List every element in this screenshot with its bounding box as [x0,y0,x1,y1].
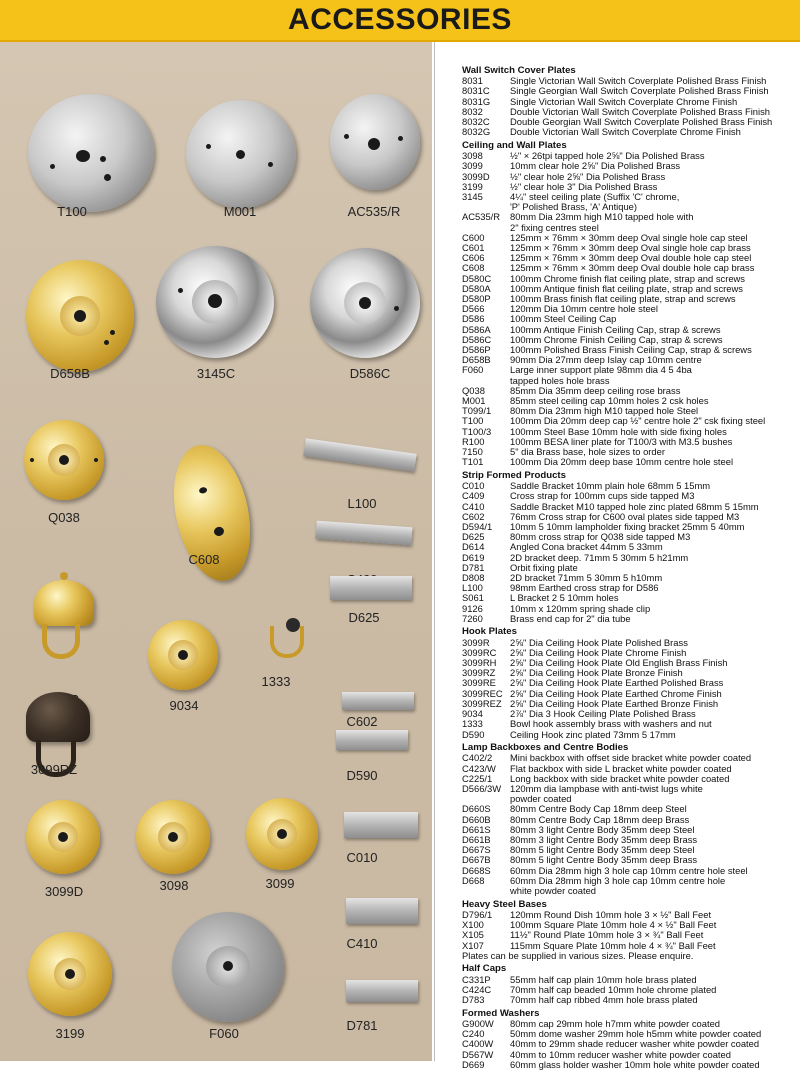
product-description: 'P' Polished Brass, 'A' Antique) [510,201,638,213]
product-code: D808 [462,571,485,583]
label-q038: Q038 [48,510,80,525]
product-code: D566/3W [462,783,502,795]
product-description: 2" fixing centres steel [510,221,599,233]
product-c602 [342,692,414,710]
product-code: X107 [462,939,484,951]
product-description: 100mm Square Plate 10mm hole 4 × ½" Ball Feet [510,919,717,931]
product-code: D586P [462,343,491,355]
product-code: 3099REZ [462,697,502,709]
product-1333-nut [286,618,300,632]
product-description: Single Victorian Wall Switch Coverplate Chrome Finish [510,95,738,107]
product-description: 100mm Polished Brass Finish Ceiling Cap, strap & screws [510,343,752,355]
product-description: Double Victorian Wall Switch Coverplate Chrome Finish [510,126,741,138]
product-code: D660B [462,813,491,825]
product-code: F060 [462,364,484,376]
product-code: 3099R [462,636,490,648]
product-code: 3098 [462,150,483,162]
label-3099rz: 3099RZ [30,762,78,777]
product-description: Brass end cap for 2" dia tube [510,612,631,624]
product-code: C424C [462,983,492,995]
product-description: 80mm Centre Body Cap 18mm deep Steel [510,803,687,815]
label-3099: 3099 [265,876,295,891]
catalogue-row [462,614,800,624]
label-d658b: D658B [50,366,90,381]
product-photo-panel [0,42,432,1061]
product-code: D781 [462,561,485,573]
product-code: 3099REC [462,687,503,699]
catalogue-row [462,995,800,1005]
label-c602: C602 [346,714,378,729]
product-c409 [315,521,412,546]
catalogue-row [462,730,800,740]
product-description: 2D bracket deep. 71mm 5 30mm 5 h21mm [510,551,689,563]
product-description: 70mm half cap ribbed 4mm hole brass plated [510,994,698,1006]
product-m001 [186,100,296,208]
product-code: C240 [462,1028,485,1040]
product-description: 2⅝" Dia Ceiling Hook Plate Bronze Finish [510,667,683,679]
label-d625: D625 [348,610,380,625]
product-3099 [246,798,318,870]
product-description: 125mm × 76mm × 30mm deep Oval single hole cap brass [510,241,751,253]
section-heading: Formed Washers [462,1007,540,1019]
product-description: ½" × 26tpi tapped hole 2⅝" Dia Polished Brass [510,150,705,162]
product-description: 40mm to 10mm reducer washer white powder coated [510,1048,731,1060]
product-code: C423/W [462,762,496,774]
product-description: 10mm 5 10mm lampholder fixing bracket 25mm 5 40mm [510,520,745,532]
product-code: X100 [462,919,484,931]
product-ac535r [330,94,420,190]
section-heading: Half Caps [462,963,507,975]
product-code: D658B [462,354,491,366]
product-description: 70mm half cap beaded 10mm hole chrome plated [510,983,717,995]
product-description: Cross strap for 100mm cups side tapped M3 [510,490,695,502]
product-3199 [28,932,112,1016]
section-heading: Hook Plates [462,626,517,638]
product-code: C608 [462,262,485,274]
label-f060: F060 [209,1026,239,1041]
product-description: 80mm Centre Body Cap 18mm deep Brass [510,813,690,825]
catalogue-section [462,66,800,137]
product-description: 80mm Dia 23mm high M10 tapped hole Steel [510,405,699,417]
product-description: 125mm × 76mm × 30mm deep Oval double hole cap brass [510,262,755,274]
product-description: 2⅝" Dia Ceiling Hook Plate Earthed Chrome Finish [510,687,722,699]
product-code: D667S [462,844,491,856]
catalogue-section [462,964,800,1005]
product-description: 2⅝" Dia Ceiling Hook Plate Old English Brass Finish [510,657,728,669]
product-description: 2⅞" Dia 3 Hook Ceiling Plate Polished Brass [510,708,696,720]
product-d625 [330,576,412,600]
product-description: 80mm 5 light Centre Body 35mm deep Brass [510,854,698,866]
product-code: D586 [462,313,485,325]
product-description: 4¼" steel ceiling plate (Suffix 'C' chrome, [510,190,680,202]
product-description: 55mm half cap plain 10mm hole brass plated [510,973,697,985]
product-code: C410 [462,500,485,512]
catalogue-section [462,627,800,739]
product-description: 120mm dia lampbase with anti-twist lugs white [510,783,703,795]
product-code: D669 [462,1058,485,1070]
product-c410 [346,898,418,924]
product-catalogue-list [462,66,800,1070]
section-heading: Ceiling and Wall Plates [462,139,567,151]
product-code: R100 [462,435,485,447]
product-code: T099/1 [462,405,492,417]
product-description: 80mm 3 light Centre Body 35mm deep Steel [510,823,695,835]
product-code: 7260 [462,612,483,624]
product-description: 120mm Dia 10mm centre hole steel [510,303,658,315]
page-title: ACCESSORIES [288,3,512,36]
label-t100: T100 [57,204,87,219]
product-3099d [26,800,100,874]
product-description: 80mm cap 29mm hole h7mm white powder coated [510,1017,720,1029]
product-code: 3145 [462,190,483,202]
hook-3099r [42,624,80,659]
product-code: 3099RC [462,646,497,658]
product-description: Double Georgian Wall Switch Coverplate Polished Brass Finish [510,116,773,128]
product-code: C600 [462,231,485,243]
product-description: 100mm Brass finish flat ceiling plate, strap and screws [510,292,736,304]
product-d781 [346,980,418,1002]
product-description: Orbit fixing plate [510,561,578,573]
product-code: D580A [462,282,491,294]
product-code: C010 [462,480,485,492]
product-code: C602 [462,510,485,522]
product-description: Angled Cona bracket 44mm 5 33mm [510,541,663,553]
product-code: D619 [462,551,485,563]
product-3098 [136,800,210,874]
product-description: 100mm Chrome finish flat ceiling plate, strap and screws [510,272,745,284]
product-description: 76mm Cross strap for C600 oval plates side tapped M3 [510,510,740,522]
product-code: T100 [462,415,484,427]
product-description: 115mm Square Plate 10mm hole 4 × ¾" Ball Feet [510,939,716,951]
product-description: powder coated [510,793,572,805]
product-code: D660S [462,803,491,815]
product-code: D590 [462,728,485,740]
product-code: C409 [462,490,485,502]
product-description: 100mm Chrome Finish Ceiling Cap, strap & screws [510,333,723,345]
product-description: 60mm Dia 28mm high 3 hole cap 10mm centre hole [510,874,726,886]
section-heading: Wall Switch Cover Plates [462,65,576,76]
product-code: 7150 [462,446,483,458]
catalogue-section [462,900,800,961]
product-code: 3099RE [462,677,496,689]
catalogue-row [462,457,800,467]
label-d586c: D586C [349,366,391,381]
label-ac535r: AC535/R [347,204,401,219]
product-description: 100mm Antique finish flat ceiling plate, strap and screws [510,282,743,294]
product-code: M001 [462,395,486,406]
label-1333: 1333 [261,674,291,689]
product-description: Long backbox with side bracket white powder coated [510,772,730,784]
product-description: Saddle Bracket 10mm plain hole 68mm 5 15mm [510,480,711,492]
product-code: D586A [462,323,491,335]
product-description: Single Victorian Wall Switch Coverplate Polished Brass Finish [510,75,767,87]
product-code [462,886,510,896]
catalogue-section [462,141,800,468]
product-1333 [270,626,304,658]
product-description: 125mm × 76mm × 30mm deep Oval double hole cap steel [510,252,752,264]
label-3145c: 3145C [196,366,236,381]
product-description: 60mm Dia 28mm high 3 hole cap 10mm centre hole steel [510,864,748,876]
product-description: 80mm 5 light Centre Body 35mm deep Steel [510,844,695,856]
product-code: 8032C [462,116,490,128]
catalogue-section [462,471,800,624]
product-description: 60mm glass holder washer 10mm hole white powder coated [510,1058,760,1070]
product-description: 2⅝" Dia Ceiling Hook Plate Earthed Polished Brass [510,677,724,689]
product-description: 10mm x 120mm spring shade clip [510,602,651,614]
catalogue-row [462,1060,800,1070]
product-description: 2⅝" Dia Ceiling Hook Plate Earthed Bronze Finish [510,697,719,709]
product-description: 80mm 3 light Centre Body 35mm deep Brass [510,834,698,846]
product-description: Flat backbox with side L bracket white powder coated [510,762,732,774]
product-code: 3099RZ [462,667,496,679]
product-code: C331P [462,973,491,985]
product-description: ½" clear hole 2⅝" Dia Polished Brass [510,170,666,182]
product-l100 [303,438,416,471]
product-description: ½" clear hole 3" Dia Polished Brass [510,180,658,192]
product-code: D668S [462,864,491,876]
section-note: Plates can be supplied in various sizes. Please enquire. [462,949,694,961]
product-code: 8031 [462,75,483,87]
product-code: 3199 [462,180,483,192]
product-description: 11½" Round Plate 10mm hole 3 × ¾" Ball Feet [510,929,704,941]
catalogue-row [462,161,800,171]
product-description: 2⅝" Dia Ceiling Hook Plate Polished Brass [510,636,688,648]
product-code: C225/1 [462,772,493,784]
product-code: X105 [462,929,484,941]
product-description: 85mm Dia 35mm deep ceiling rose brass [510,384,681,396]
product-code: 9126 [462,602,483,614]
product-d590 [336,730,408,750]
product-code: C402/2 [462,752,493,764]
product-description: 90mm Dia 27mm deep Islay cap 10mm centre [510,354,702,366]
product-description: 100mm Steel Base 10mm hole with side fixing holes [510,425,727,437]
product-code: D668 [462,874,485,886]
product-description: 80mm Dia 23mm high M10 tapped hole with [510,211,694,223]
product-code: 1333 [462,718,483,730]
product-q038 [24,420,104,500]
product-code: 3099RH [462,657,497,669]
product-code: AC535/R [462,211,501,223]
label-d590: D590 [346,768,378,783]
product-description: 100mm Antique Finish Ceiling Cap, strap & screws [510,323,721,335]
product-code: D586C [462,333,492,345]
label-3098: 3098 [159,878,189,893]
catalogue-row [462,886,800,896]
product-code: D625 [462,531,485,543]
product-description: 2D bracket 71mm 5 30mm 5 h10mm [510,571,663,583]
section-heading: Strip Formed Products [462,469,566,481]
product-t100 [28,94,154,212]
product-code: D661B [462,834,491,846]
section-heading: Lamp Backboxes and Centre Bodies [462,742,629,754]
label-m001: M001 [223,204,257,219]
product-description: 5" dia Brass base, hole sizes to order [510,446,665,458]
product-code: D580P [462,292,491,304]
product-d586c [310,248,420,358]
product-description: Large inner support plate 98mm dia 4 5 4ba [510,364,692,376]
product-code: C601 [462,241,485,253]
product-description: Mini backbox with offset side bracket white powder coated [510,752,752,764]
product-description: 85mm steel ceiling cap 10mm holes 2 csk holes [510,395,709,406]
product-description: white powder coated [510,885,596,897]
catalogue-row [462,719,800,729]
product-code: C400W [462,1038,494,1050]
product-code: D594/1 [462,520,493,532]
product-code: 8032 [462,105,483,117]
product-code: Q038 [462,384,485,396]
product-description: 100mm BESA liner plate for T100/3 with M3.5 bushes [510,435,733,447]
label-c608: C608 [188,552,220,567]
product-code: 9034 [462,708,483,720]
catalogue-section [462,743,800,896]
label-l100: L100 [347,496,377,511]
catalogue-row [462,127,800,137]
product-code: C606 [462,252,485,264]
product-code: 3099 [462,160,483,172]
product-description: 100mm Dia 20mm deep base 10mm centre hole steel [510,456,734,468]
product-description: Ceiling Hook zinc plated 73mm 5 17mm [510,728,676,740]
product-c010 [344,812,418,838]
product-3099r [34,580,94,626]
product-description: Single Georgian Wall Switch Coverplate Polished Brass Finish [510,85,769,97]
title-banner [0,0,800,42]
product-description: 2⅝" Dia Ceiling Hook Plate Chrome Finish [510,646,687,658]
label-3199: 3199 [55,1026,85,1041]
product-description: Double Victorian Wall Switch Coverplate Polished Brass Finish [510,105,771,117]
product-code: T100/3 [462,425,492,437]
product-code: D614 [462,541,485,553]
product-description: 50mm dome washer 29mm hole h5mm white powder coated [510,1028,762,1040]
product-description: 40mm to 29mm shade reducer washer white powder coated [510,1038,760,1050]
product-f060 [172,912,284,1022]
product-description: 98mm Earthed cross strap for D586 [510,582,659,594]
product-code: T101 [462,456,484,468]
product-description: L Bracket 2 5 10mm holes [510,592,619,604]
product-description: 100mm Dia 20mm deep cap ½" centre hole 2" csk fixing steel [510,415,766,427]
product-description: Saddle Bracket M10 tapped hole zinc plated 68mm 5 15mm [510,500,759,512]
product-code: D567W [462,1048,494,1060]
product-code: L100 [462,582,483,594]
product-3145c [156,246,274,358]
section-heading: Heavy Steel Bases [462,898,547,910]
product-description: tapped holes hole brass [510,374,610,386]
product-3099rz [26,692,90,742]
product-description: 120mm Round Dish 10mm hole 3 × ½" Ball Feet [510,908,712,920]
product-code: D783 [462,994,485,1006]
label-d781: D781 [346,1018,378,1033]
product-9034 [148,620,218,690]
product-code: D661S [462,823,491,835]
product-code: 8032G [462,126,491,138]
product-description: 125mm × 76mm × 30mm deep Oval single hole cap steel [510,231,748,243]
label-c410: C410 [346,936,378,951]
product-description: 10mm clear hole 2⅝" Dia Polished Brass [510,160,681,172]
product-code: 8031G [462,95,491,107]
product-description: Bowl hook assembly brass with washers and nut [510,718,712,730]
label-c010: C010 [346,850,378,865]
product-d658b [26,260,134,372]
product-code: D580C [462,272,492,284]
product-code: 3099D [462,170,490,182]
label-9034: 9034 [169,698,199,713]
product-code: D667B [462,854,491,866]
product-description: 100mm Steel Ceiling Cap [510,313,617,325]
product-code: 8031C [462,85,490,97]
product-code: G900W [462,1017,494,1029]
label-3099d: 3099D [44,884,84,899]
product-description: 80mm cross strap for Q038 side tapped M3 [510,531,691,543]
product-code: D566 [462,303,485,315]
product-code: S061 [462,592,484,604]
product-code: D796/1 [462,908,493,920]
catalogue-row [462,491,800,501]
